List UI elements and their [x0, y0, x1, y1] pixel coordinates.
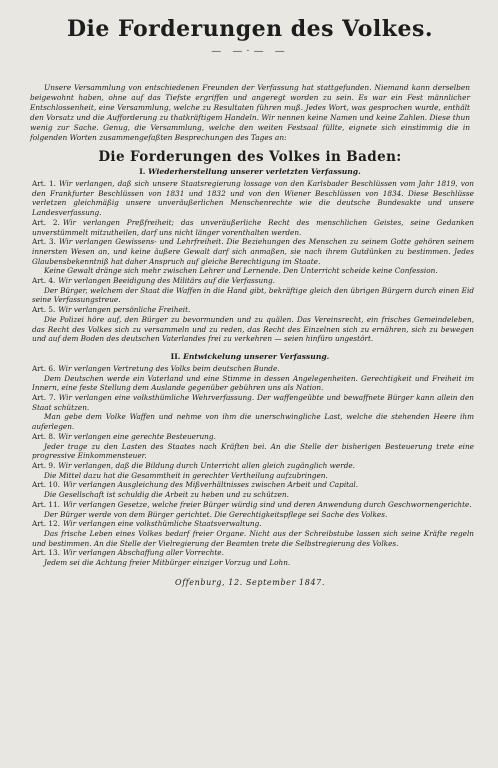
article-number: Art. 5. — [32, 305, 56, 315]
paragraph-text: Jedem sei die Achtung freier Mitbürger einziger Vorzug und Lohn. — [44, 558, 291, 568]
article-number: Art. 12. — [32, 519, 60, 529]
paragraph-text: Wir verlangen eine volksthümliche Staatsverwaltung. — [62, 519, 262, 529]
explanation-paragraph — [32, 315, 474, 344]
section-1-number: I. — [139, 167, 146, 176]
paragraph-text: Der Bürger, welchem der Staat die Waffen in die Hand gibt, bekräftige gleich den übrigen Bürgern durch einen Eid seine Verfassungstreue. — [32, 285, 474, 305]
paragraph-text: Wir verlangen Ausgleichung des Mißverhältnisses zwischen Arbeit und Capital. — [62, 480, 359, 490]
article-paragraph — [32, 305, 474, 315]
place-date-line: Offenburg, 12. September 1847. — [175, 577, 325, 587]
article-number: Art. 3. — [32, 237, 56, 247]
article-paragraph — [32, 548, 474, 558]
paragraph-text: Jeder trage zu den Lasten des Staates nach Kräften bei. An die Stelle der bisherigen Besteuerung trete eine progressive Einkommensteuer. — [32, 441, 474, 461]
paragraph-text: Wir verlangen, daß sich unsere Staatsregierung lossage von den Karlsbader Beschlüssen vom Jahr 1819, von den Frankfurter Beschlüssen von 1831 und 1832 und von den Wiener Beschlüssen von 1834. Diese Beschlüsse verletzen gleichmäßig unsere unveräußerlichen Menschenrechte wie die deutsche Bundesakte und unsere Landesverfassung. — [32, 179, 474, 218]
paragraph-text: Der Bürger werde von dem Bürger gerichtet. Die Gerechtigkeitspflege sei Sache des Volkes. — [44, 509, 388, 519]
paragraph-text: Wir verlangen eine volksthümliche Wehrverfassung. Der waffengeübte und bewaffnete Bürger kann allein den Staat schützen. — [32, 393, 474, 412]
article-number: Art. 10. — [32, 480, 60, 490]
section-2-number: II. — [170, 351, 181, 361]
article-paragraph — [32, 218, 474, 237]
title-ornament: — —·— — — [211, 46, 289, 57]
article-paragraph — [32, 237, 474, 266]
explanation-paragraph — [32, 529, 474, 548]
paragraph-text: Wir verlangen Gewissens- und Lehrfreiheit. Die Beziehungen des Menschen zu seinem Gotte gehören seinem innersten Wesen an, und keine äußere Gewalt darf sich anmaßen, sie nach ihrem Gutdünken zu bestimmen. Jedes Glaubensbekenntniß hat daher Anspruch auf gleiche Berechtigung im Staate. — [32, 237, 474, 266]
explanation-paragraph — [32, 374, 474, 393]
paragraph-text: Keine Gewalt dränge sich mehr zwischen Lehrer und Lernende. Den Unterricht scheide keine Confession. — [44, 266, 438, 276]
paragraph-text: Wir verlangen Vertretung des Volks beim deutschen Bunde. — [58, 363, 280, 373]
paragraph-text: Die Gesellschaft ist schuldig die Arbeit zu heben und zu schützen. — [44, 490, 289, 500]
article-number: Art. 4. — [32, 276, 56, 286]
explanation-paragraph — [32, 558, 474, 568]
paragraph-text: Wir verlangen, daß die Bildung durch Unterricht allen gleich zugänglich werde. — [58, 460, 355, 470]
paragraph-text: Die Polizei höre auf, den Bürger zu bevormunden und zu quälen. Das Vereinsrecht, ein frisches Gemeindeleben, das Recht des Volkes sich zu versammeln und zu reden, das Recht des Einzelnen sich zu ernähren, sich zu bewegen und auf dem Boden des deutschen Vaterlandes frei zu verkehren — seien hinfüro ungestört. — [32, 314, 474, 344]
article-paragraph — [32, 480, 474, 490]
paragraph-text: Wir verlangen Beeidigung des Militärs auf die Verfassung. — [58, 276, 275, 286]
article-paragraph — [32, 500, 474, 510]
paragraph-text: Wir verlangen Abschaffung aller Vorrechte. — [62, 548, 224, 558]
paragraph-text: Wir verlangen Gesetze, welche freier Bürger würdig sind und deren Anwendung durch Geschwornengerichte. — [62, 499, 472, 509]
explanation-paragraph — [32, 442, 474, 461]
article-paragraph — [32, 432, 474, 442]
article-number: Art. 6. — [32, 363, 56, 373]
article-number: Art. 1. — [32, 179, 56, 188]
section-2-body — [24, 364, 476, 568]
article-number: Art. 7. — [32, 393, 56, 403]
section-2-title: Entwickelung unserer Verfassung. — [183, 351, 330, 361]
intro-paragraph: Unsere Versammlung von entschiedenen Freunden der Verfassung hat stattgefunden. Niemand kann derselben beigewohnt haben, ohne auf das Tiefste ergriffen und angeregt worden zu sein. Es war ein Fest männlicher Entschlossenheit, eine Versammlung, welche zu Resultaten führen muß. Jedes Wort, was gesprochen wurde, enthält den Vorsatz und die Aufforderung zu thatkräftigem Handeln. Wir nennen keine Namen und keine Zahlen. Diese thun wenig zur Sache. Genug, die Versammlung, welche den weiten Festsaal füllte, eignete sich einstimmig die in folgenden Worten zusammengefaßten Besprechungen des Tages an: — [30, 83, 470, 142]
paragraph-text: Die Mittel dazu hat die Gesammtheit in gerechter Vertheilung aufzubringen. — [44, 470, 328, 480]
article-paragraph — [32, 519, 474, 529]
paragraph-text: Wir verlangen Preßfreiheit; das unveräußerliche Recht des menschlichen Geistes, seine Gedanken unverstümmelt mitzutheilen, darf uns nicht länger vorenthalten werden. — [32, 217, 474, 237]
article-paragraph — [32, 393, 474, 412]
article-number: Art. 2. — [32, 217, 60, 227]
explanation-paragraph — [32, 286, 474, 305]
paragraph-text: Dem Deutschen werde ein Vaterland und eine Stimme in dessen Angelegenheiten. Gerechtigkeit und Freiheit im Innern, eine feste Stellung dem Auslande gegenüber gebühren uns als Nation. — [32, 373, 474, 393]
explanation-paragraph — [32, 490, 474, 500]
article-number: Art. 11. — [32, 499, 60, 509]
section-1-heading — [24, 167, 476, 176]
article-paragraph — [32, 364, 474, 374]
section-1-body — [24, 179, 476, 344]
explanation-paragraph — [32, 266, 474, 276]
explanation-paragraph — [32, 471, 474, 481]
paragraph-text: Wir verlangen eine gerechte Besteuerung. — [58, 431, 216, 441]
article-number: Art. 13. — [32, 548, 60, 558]
paragraph-text: Das frische Leben eines Volkes bedarf freier Organe. Nicht aus der Schreibstube lassen sich seine Kräfte regeln und bestimmen. An die Stelle der Vielregierung der Beamten trete die Selbstregierung des Volkes. — [32, 528, 474, 548]
paragraph-text: Wir verlangen persönliche Freiheit. — [58, 305, 191, 315]
article-paragraph — [32, 179, 474, 218]
document-title: Die Forderungen des Volkes. — [66, 16, 434, 42]
demands-heading: Die Forderungen des Volkes in Baden: — [98, 149, 402, 165]
article-number: Art. 9. — [32, 460, 56, 470]
paragraph-text: Man gebe dem Volke Waffen und nehme von ihm die unerschwingliche Last, welche die stehenden Heere ihm auferlegen. — [32, 412, 474, 432]
section-1-title: Wiederherstellung unserer verletzten Verfassung. — [148, 167, 361, 176]
explanation-paragraph — [32, 412, 474, 431]
explanation-paragraph — [32, 510, 474, 520]
section-2-heading — [24, 352, 476, 361]
article-paragraph — [32, 276, 474, 286]
article-number: Art. 8. — [32, 431, 56, 441]
article-paragraph — [32, 461, 474, 471]
